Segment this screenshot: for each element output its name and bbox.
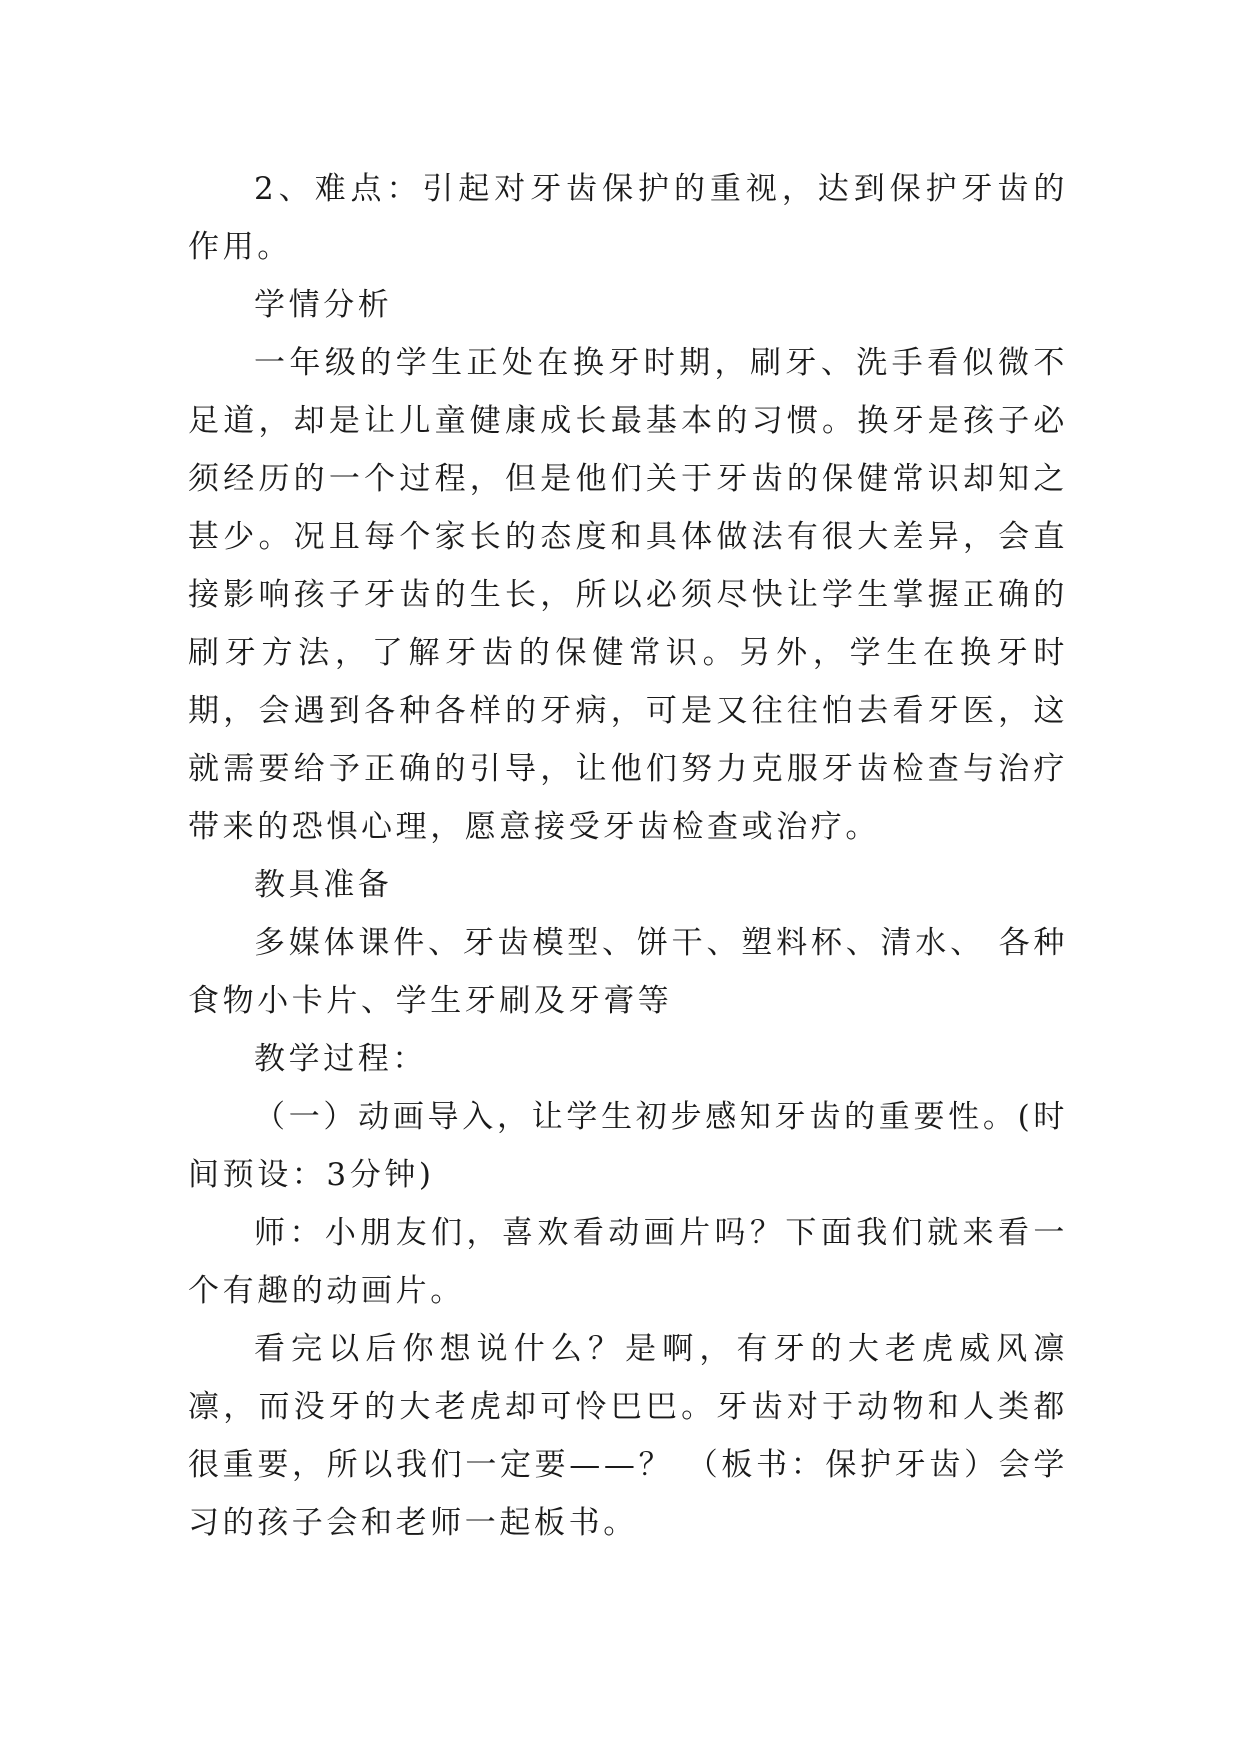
paragraph-teacher-intro: 师：小朋友们，喜欢看动画片吗？下面我们就来看一个有趣的动画片。 [188,1215,1068,1309]
heading-teaching-process: 教学过程： [254,1041,427,1077]
paragraph-after-video: 看完以后你想说什么？是啊，有牙的大老虎威风凛凛，而没牙的大老虎却可怜巴巴。牙齿对于动物和人类都很重要，所以我们一定要——？ （板书：保护牙齿）会学习的孩子会和老师一起板书。 [188,1331,1068,1541]
paragraph-teaching-aids: 多媒体课件、牙齿模型、饼干、塑料杯、清水、 各种食物小卡片、学生牙刷及牙膏等 [188,925,1068,1019]
heading-teaching-aids: 教具准备 [254,867,393,903]
paragraph-difficulty: 2、难点：引起对牙齿保护的重视，达到保护牙齿的作用。 [188,171,1068,265]
paragraph-section-one: （一）动画导入，让学生初步感知牙齿的重要性。(时间预设：3分钟) [188,1099,1068,1193]
heading-learning-analysis: 学情分析 [254,287,393,323]
document-body [188,160,1068,1552]
paragraph-learning-analysis: 一年级的学生正处在换牙时期，刷牙、洗手看似微不足道，却是让儿童健康成长最基本的习惯。换牙是孩子必须经历的一个过程，但是他们关于牙齿的保健常识却知之甚少。况且每个家长的态度和具体做法有很大差异，会直接影响孩子牙齿的生长，所以必须尽快让学生掌握正确的刷牙方法，了解牙齿的保健常识。另外，学生在换牙时期，会遇到各种各样的牙病，可是又往往怕去看牙医，这就需要给予正确的引导，让他们努力克服牙齿检查与治疗带来的恐惧心理，愿意接受牙齿检查或治疗。 [188,345,1068,845]
